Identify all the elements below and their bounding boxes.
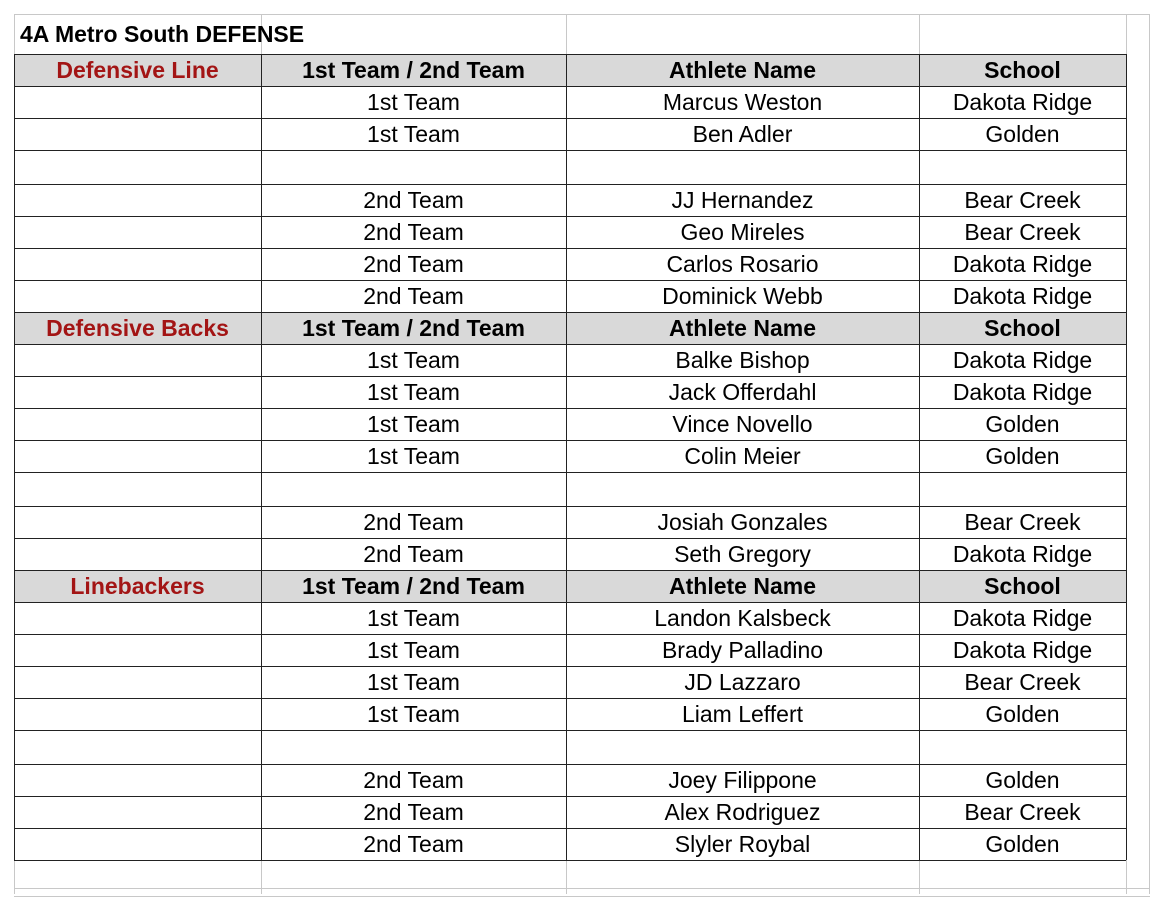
grid-row-line — [14, 408, 1126, 409]
grid-row-line — [14, 506, 1126, 507]
empty-cell[interactable] — [14, 150, 261, 184]
athlete-cell[interactable]: Joey Filippone — [668, 766, 817, 793]
school-cell[interactable]: Golden — [985, 120, 1060, 147]
blank-row — [0, 150, 1150, 184]
school-cell[interactable]: Dakota Ridge — [952, 378, 1093, 405]
table-row — [0, 828, 1150, 860]
table-row — [0, 666, 1150, 698]
team-cell[interactable]: 2nd Team — [363, 250, 464, 277]
section-header-row — [0, 570, 1150, 602]
athlete-cell[interactable]: JD Lazzaro — [684, 668, 801, 695]
school-cell[interactable]: Dakota Ridge — [952, 604, 1093, 631]
table-row — [0, 634, 1150, 666]
athlete-cell[interactable]: Marcus Weston — [662, 88, 823, 115]
table-row — [0, 376, 1150, 408]
athlete-cell[interactable]: Carlos Rosario — [666, 250, 819, 277]
grid-row-line — [14, 54, 1126, 55]
team-cell[interactable] — [261, 150, 566, 184]
grid-row-line — [14, 312, 1126, 313]
table-row — [0, 602, 1150, 634]
school-cell[interactable]: Golden — [985, 410, 1060, 437]
grid-row-line — [14, 280, 1126, 281]
team-cell[interactable]: 1st Team — [367, 88, 460, 115]
team-cell[interactable]: 2nd Team — [363, 218, 464, 245]
column-header-team[interactable]: 1st Team / 2nd Team — [261, 312, 566, 344]
school-cell[interactable]: Dakota Ridge — [952, 282, 1093, 309]
table-row — [0, 216, 1150, 248]
school-cell[interactable]: Golden — [985, 830, 1060, 857]
column-header-school[interactable]: School — [919, 312, 1126, 344]
grid-row-line — [14, 634, 1126, 635]
table-row — [0, 184, 1150, 216]
grid-row-line — [14, 472, 1126, 473]
school-cell[interactable]: Dakota Ridge — [952, 540, 1093, 567]
athlete-cell[interactable]: JJ Hernandez — [671, 186, 814, 213]
grid-col-line — [14, 54, 15, 860]
school-cell[interactable]: Bear Creek — [964, 508, 1081, 535]
table-row — [0, 440, 1150, 472]
team-cell[interactable]: 2nd Team — [363, 540, 464, 567]
grid-row-line — [14, 828, 1126, 829]
team-cell[interactable] — [261, 730, 566, 764]
blank-row — [0, 860, 1150, 896]
empty-cell[interactable] — [14, 764, 261, 796]
empty-cell[interactable] — [14, 86, 261, 118]
grid-row-line — [14, 888, 1150, 889]
table-row — [0, 538, 1150, 570]
empty-cell[interactable] — [14, 184, 261, 216]
column-header-athlete[interactable]: Athlete Name — [566, 54, 919, 86]
school-cell[interactable]: Bear Creek — [964, 668, 1081, 695]
team-cell[interactable]: 1st Team — [367, 700, 460, 727]
empty-cell[interactable] — [14, 216, 261, 248]
school-cell[interactable]: Dakota Ridge — [952, 636, 1093, 663]
athlete-cell[interactable]: Jack Offerdahl — [668, 378, 817, 405]
empty-cell[interactable] — [14, 538, 261, 570]
empty-cell[interactable] — [566, 14, 919, 54]
team-cell[interactable]: 1st Team — [367, 604, 460, 631]
empty-cell[interactable] — [14, 666, 261, 698]
athlete-cell[interactable]: Vince Novello — [672, 410, 813, 437]
table-row — [0, 506, 1150, 538]
section-label[interactable]: Linebackers — [14, 570, 261, 602]
school-cell[interactable]: Bear Creek — [964, 186, 1081, 213]
grid-row-line — [14, 796, 1126, 797]
school-cell[interactable]: Dakota Ridge — [952, 250, 1093, 277]
team-cell[interactable]: 1st Team — [367, 120, 460, 147]
grid-row-line — [14, 666, 1126, 667]
table-row — [0, 344, 1150, 376]
grid-row-line — [14, 184, 1126, 185]
athlete-cell[interactable] — [566, 472, 919, 506]
empty-cell[interactable] — [14, 440, 261, 472]
empty-cell[interactable] — [14, 118, 261, 150]
grid-col-line — [261, 54, 262, 860]
athlete-cell[interactable] — [566, 150, 919, 184]
column-header-team[interactable]: 1st Team / 2nd Team — [261, 54, 566, 86]
grid-row-line — [14, 602, 1126, 603]
column-header-athlete[interactable]: Athlete Name — [566, 312, 919, 344]
table-row — [0, 118, 1150, 150]
grid-row-line — [14, 14, 1150, 15]
school-cell[interactable]: Dakota Ridge — [952, 88, 1093, 115]
team-cell[interactable]: 2nd Team — [363, 282, 464, 309]
empty-cell[interactable] — [14, 698, 261, 730]
table-row — [0, 86, 1150, 118]
school-cell[interactable] — [919, 472, 1126, 506]
grid-row-line — [14, 698, 1126, 699]
team-cell[interactable]: 1st Team — [367, 410, 460, 437]
table-row — [0, 698, 1150, 730]
title-row — [0, 14, 1150, 54]
school-cell[interactable]: Dakota Ridge — [952, 346, 1093, 373]
team-cell[interactable]: 2nd Team — [363, 830, 464, 857]
grid-row-line — [14, 216, 1126, 217]
school-cell[interactable]: Golden — [985, 766, 1060, 793]
athlete-cell[interactable]: Liam Leffert — [681, 700, 804, 727]
table-row — [0, 796, 1150, 828]
athlete-cell[interactable]: Seth Gregory — [674, 540, 811, 567]
empty-cell[interactable] — [14, 280, 261, 312]
table-row — [0, 408, 1150, 440]
sheet-title[interactable]: 4A Metro South DEFENSE — [20, 20, 305, 47]
athlete-cell[interactable]: Balke Bishop — [675, 346, 810, 373]
empty-cell[interactable] — [14, 248, 261, 280]
athlete-cell[interactable] — [566, 730, 919, 764]
grid-col-line — [1126, 54, 1127, 860]
athlete-cell[interactable]: Josiah Gonzales — [657, 508, 828, 535]
column-header-school[interactable]: School — [919, 570, 1126, 602]
empty-cell[interactable] — [14, 730, 261, 764]
empty-cell[interactable] — [14, 408, 261, 440]
team-cell[interactable]: 2nd Team — [363, 508, 464, 535]
table-row — [0, 764, 1150, 796]
school-cell[interactable]: Bear Creek — [964, 218, 1081, 245]
empty-cell[interactable] — [14, 634, 261, 666]
empty-cell[interactable] — [14, 472, 261, 506]
column-header-school[interactable]: School — [919, 54, 1126, 86]
grid-row-line — [14, 764, 1126, 765]
grid-row-line — [14, 440, 1126, 441]
team-cell[interactable]: 2nd Team — [363, 798, 464, 825]
team-cell[interactable]: 1st Team — [367, 346, 460, 373]
team-cell[interactable]: 2nd Team — [363, 766, 464, 793]
school-cell[interactable] — [919, 150, 1126, 184]
school-cell[interactable]: Bear Creek — [964, 798, 1081, 825]
grid-row-line — [14, 376, 1126, 377]
grid-row-line — [14, 570, 1126, 571]
grid-row-line — [14, 344, 1126, 345]
section-label[interactable]: Defensive Backs — [14, 312, 261, 344]
grid-row-line — [14, 730, 1126, 731]
team-cell[interactable]: 1st Team — [367, 636, 460, 663]
athlete-cell[interactable]: Slyler Roybal — [674, 830, 811, 857]
empty-cell[interactable] — [14, 376, 261, 408]
grid-row-line — [14, 86, 1126, 87]
school-cell[interactable]: Golden — [985, 442, 1060, 469]
athlete-cell[interactable]: Geo Mireles — [680, 218, 805, 245]
section-header-row — [0, 312, 1150, 344]
grid-row-line — [14, 118, 1126, 119]
team-cell[interactable] — [261, 472, 566, 506]
grid-col-line — [566, 54, 567, 860]
athlete-cell[interactable]: Brady Palladino — [661, 636, 824, 663]
empty-cell[interactable] — [14, 602, 261, 634]
column-header-athlete[interactable]: Athlete Name — [566, 570, 919, 602]
school-cell[interactable] — [919, 730, 1126, 764]
athlete-cell[interactable]: Colin Meier — [684, 442, 801, 469]
empty-cell[interactable] — [14, 828, 261, 860]
grid-row-line — [14, 248, 1126, 249]
empty-cell[interactable] — [14, 796, 261, 828]
section-header-row — [0, 54, 1150, 86]
athlete-cell[interactable]: Alex Rodriguez — [664, 798, 821, 825]
team-cell[interactable]: 2nd Team — [363, 186, 464, 213]
empty-cell[interactable] — [919, 14, 1126, 54]
blank-row — [0, 730, 1150, 764]
grid-row-line — [14, 538, 1126, 539]
athlete-cell[interactable]: Dominick Webb — [662, 282, 823, 309]
empty-cell[interactable] — [14, 506, 261, 538]
school-cell[interactable]: Golden — [985, 700, 1060, 727]
grid-row-line — [14, 150, 1126, 151]
athlete-cell[interactable]: Ben Adler — [692, 120, 793, 147]
team-cell[interactable]: 1st Team — [367, 668, 460, 695]
column-header-team[interactable]: 1st Team / 2nd Team — [261, 570, 566, 602]
blank-row — [0, 472, 1150, 506]
team-cell[interactable]: 1st Team — [367, 442, 460, 469]
table-row — [0, 248, 1150, 280]
section-label[interactable]: Defensive Line — [14, 54, 261, 86]
team-cell[interactable]: 1st Team — [367, 378, 460, 405]
grid-col-line — [919, 54, 920, 860]
table-row — [0, 280, 1150, 312]
athlete-cell[interactable]: Landon Kalsbeck — [654, 604, 831, 631]
empty-cell[interactable] — [14, 344, 261, 376]
grid-row-line — [14, 860, 1126, 861]
